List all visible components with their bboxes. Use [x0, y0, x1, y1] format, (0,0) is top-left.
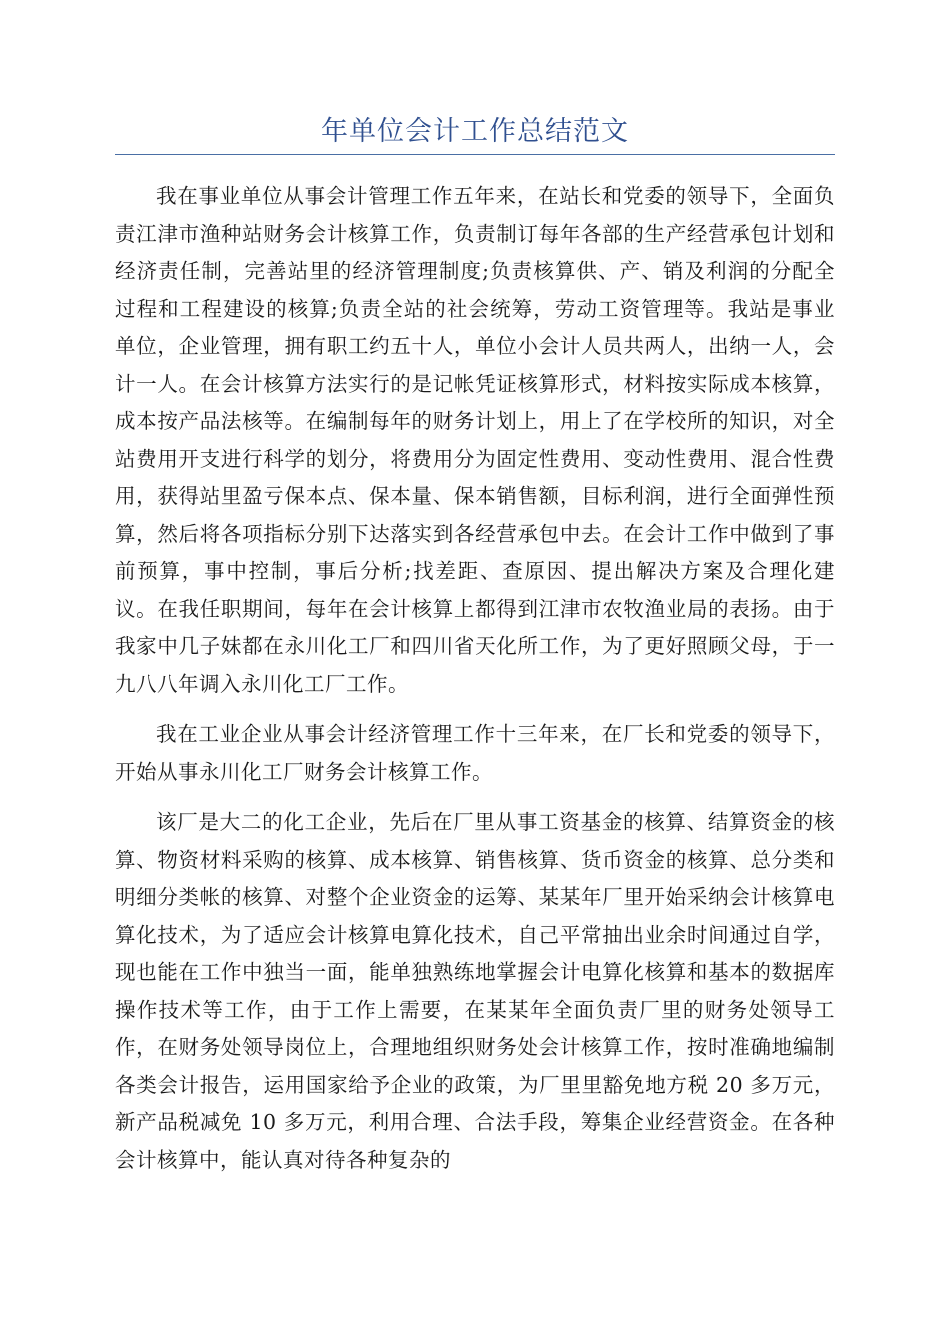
document-title: 年单位会计工作总结范文 — [321, 116, 629, 147]
paragraph: 我在事业单位从事会计管理工作五年来，在站长和党委的领导下，全面负责江津市渔种站财务会计核算工作，负责制订每年各部的生产经营承包计划和经济责任制，完善站里的经济管理制度;负责核算供、产、销及利润的分配全过程和工程建设的核算;负责全站的社会统筹，劳动工资管理等。我站是事业单位，企业管理，拥有职工约五十人，单位小会计人员共两人，出纳一人，会计一人。在会计核算方法实行的是记帐凭证核算形式，材料按实际成本核算，成本按产品法核等。在编制每年的财务计划上，用上了在学校所的知识，对全站费用开支进行科学的划分，将费用分为固定性费用、变动性费用、混合性费用，获得站里盈亏保本点、保本量、保本销售额，目标利润，进行全面弹性预算，然后将各项指标分别下达落实到各经营承包中去。在会计工作中做到了事前预算，事中控制，事后分析;找差距、查原因、提出解决方案及合理化建议。在我任职期间，每年在会计核算上都得到江津市农牧渔业局的表扬。由于我家中几子妹都在永川化工厂和四川省天化所工作，为了更好照顾父母，于一九八八年调入永川化工厂工作。 — [115, 184, 835, 696]
title-underline — [115, 154, 835, 155]
document-body — [115, 178, 835, 1192]
paragraph: 该厂是大二的化工企业，先后在厂里从事工资基金的核算、结算资金的核算、物资材料采购的核算、成本核算、销售核算、货币资金的核算、总分类和明细分类帐的核算、对整个企业资金的运筹、某某年厂里开始采纳会计核算电算化技术，为了适应会计核算电算化技术，自己平常抽出业余时间通过自学，现也能在工作中独当一面，能单独熟练地掌握会计电算化核算和基本的数据库操作技术等工作，由于工作上需要，在某某年全面负责厂里的财务处领导工作，在财务处领导岗位上，合理地组织财务处会计核算工作，按时准确地编制各类会计报告，运用国家给予企业的政策，为厂里里豁免地方税 20 多万元，新产品税减免 10 多万元，利用合理、合法手段，筹集企业经营资金。在各种会计核算中，能认真对待各种复杂的 — [115, 810, 835, 1172]
paragraph: 我在工业企业从事会计经济管理工作十三年来，在厂长和党委的领导下，开始从事永川化工厂财务会计核算工作。 — [115, 722, 835, 784]
